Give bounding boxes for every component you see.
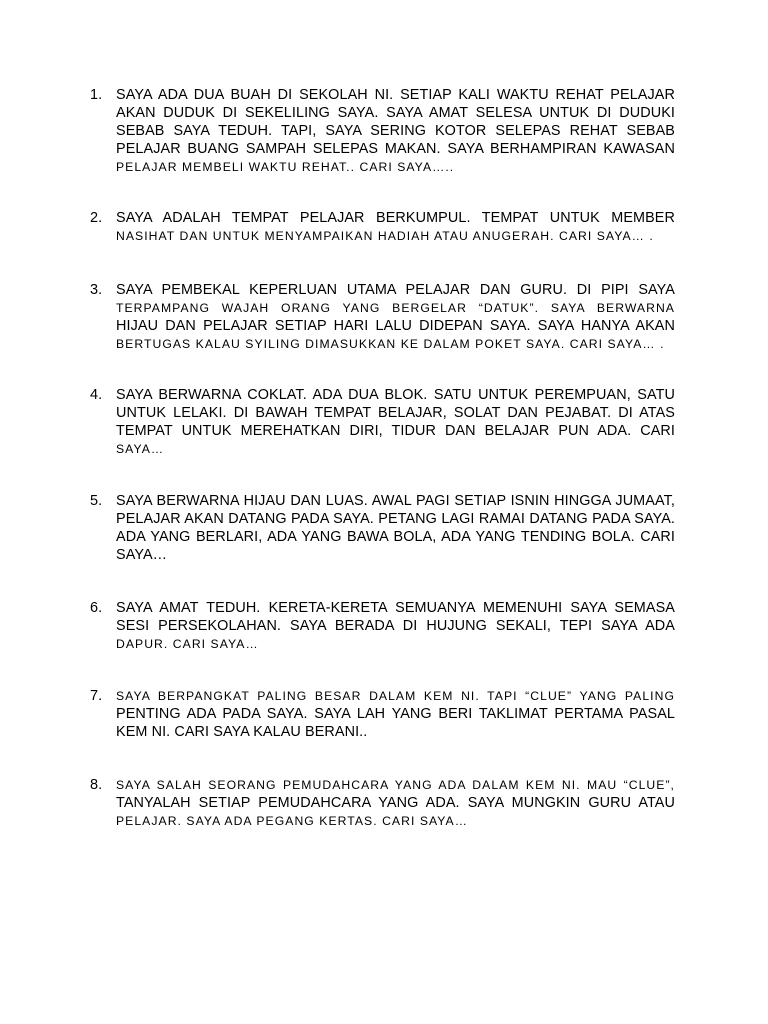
item-number: 7. <box>90 688 103 704</box>
text-line: HIJAU DAN PELAJAR SETIAP HARI LALU DIDEPAN SAYA. SAYA HANYA AKAN <box>116 318 675 334</box>
riddle-item-5 <box>90 492 675 564</box>
text-line: SAYA BERWARNA HIJAU DAN LUAS. AWAL PAGI SETIAP ISNIN HINGGA JUMAAT, <box>116 493 675 509</box>
item-text <box>116 599 675 653</box>
text-line: SAYA SALAH SEORANG PEMUDAHCARA YANG ADA DALAM KEM NI. MAU “CLUE”, <box>116 778 675 792</box>
text-line: SAYA BERWARNA COKLAT. ADA DUA BLOK. SATU UNTUK PEREMPUAN, SATU <box>116 387 675 403</box>
item-text <box>116 687 675 741</box>
text-line: DAPUR. CARI SAYA… <box>116 637 259 651</box>
item-number: 8. <box>90 777 103 793</box>
text-line: PELAJAR. SAYA ADA PEGANG KERTAS. CARI SAYA… <box>116 814 468 828</box>
text-line: SAYA… <box>116 442 165 456</box>
item-text <box>116 776 675 830</box>
text-line: TANYALAH SETIAP PEMUDAHCARA YANG ADA. SAYA MUNGKIN GURU ATAU <box>116 795 675 811</box>
riddle-item-3 <box>90 281 675 353</box>
riddle-item-1 <box>90 86 675 176</box>
item-number: 3. <box>90 282 103 298</box>
text-line: SAYA ADA DUA BUAH DI SEKOLAH NI. SETIAP KALI WAKTU REHAT PELAJAR <box>116 87 675 103</box>
text-line: PENTING ADA PADA SAYA. SAYA LAH YANG BERI TAKLIMAT PERTAMA PASAL <box>116 706 675 722</box>
riddle-item-6 <box>90 599 675 653</box>
text-line: SAYA… <box>116 547 168 563</box>
riddle-item-7 <box>90 687 675 741</box>
text-line: PELAJAR BUANG SAMPAH SELEPAS MAKAN. SAYA BERHAMPIRAN KAWASAN <box>116 141 675 157</box>
text-line: TEMPAT UNTUK MEREHATKAN DIRI, TIDUR DAN BELAJAR PUN ADA. CARI <box>116 423 675 439</box>
text-line: TERPAMPANG WAJAH ORANG YANG BERGELAR “DATUK”. SAYA BERWARNA <box>116 301 675 315</box>
item-text <box>116 386 675 458</box>
text-line: SAYA PEMBEKAL KEPERLUAN UTAMA PELAJAR DAN GURU. DI PIPI SAYA <box>116 282 675 298</box>
item-text <box>116 492 675 564</box>
item-number: 2. <box>90 210 103 226</box>
riddle-item-2 <box>90 209 675 245</box>
text-line: SAYA ADALAH TEMPAT PELAJAR BERKUMPUL. TEMPAT UNTUK MEMBER <box>116 210 675 226</box>
item-text <box>116 281 675 353</box>
text-line: UNTUK LELAKI. DI BAWAH TEMPAT BELAJAR, SOLAT DAN PEJABAT. DI ATAS <box>116 405 675 421</box>
text-line: SAYA BERPANGKAT PALING BESAR DALAM KEM NI. TAPI “CLUE” YANG PALING <box>116 689 675 703</box>
text-line: ADA YANG BERLARI, ADA YANG BAWA BOLA, ADA YANG TENDING BOLA. CARI <box>116 529 675 545</box>
text-line: PELAJAR MEMBELI WAKTU REHAT.. CARI SAYA….. <box>116 160 455 174</box>
item-number: 6. <box>90 600 103 616</box>
riddle-item-8 <box>90 776 675 830</box>
item-number: 1. <box>90 87 103 103</box>
item-number: 4. <box>90 387 103 403</box>
text-line: KEM NI. CARI SAYA KALAU BERANI.. <box>116 724 368 740</box>
text-line: PELAJAR AKAN DATANG PADA SAYA. PETANG LAGI RAMAI DATANG PADA SAYA. <box>116 511 675 527</box>
text-line: SEBAB SAYA TEDUH. TAPI, SAYA SERING KOTOR SELEPAS REHAT SEBAB <box>116 123 675 139</box>
riddle-item-4 <box>90 386 675 458</box>
item-number: 5. <box>90 493 103 509</box>
text-line: SAYA AMAT TEDUH. KERETA-KERETA SEMUANYA MEMENUHI SAYA SEMASA <box>116 600 675 616</box>
text-line: AKAN DUDUK DI SEKELILING SAYA. SAYA AMAT SELESA UNTUK DI DUDUKI <box>116 105 675 121</box>
text-line: NASIHAT DAN UNTUK MENYAMPAIKAN HADIAH ATAU ANUGERAH. CARI SAYA… . <box>116 229 654 243</box>
item-text <box>116 86 675 176</box>
text-line: BERTUGAS KALAU SYILING DIMASUKKAN KE DALAM POKET SAYA. CARI SAYA… . <box>116 337 665 351</box>
item-text <box>116 209 675 245</box>
text-line: SESI PERSEKOLAHAN. SAYA BERADA DI HUJUNG SEKALI, TEPI SAYA ADA <box>116 618 675 634</box>
